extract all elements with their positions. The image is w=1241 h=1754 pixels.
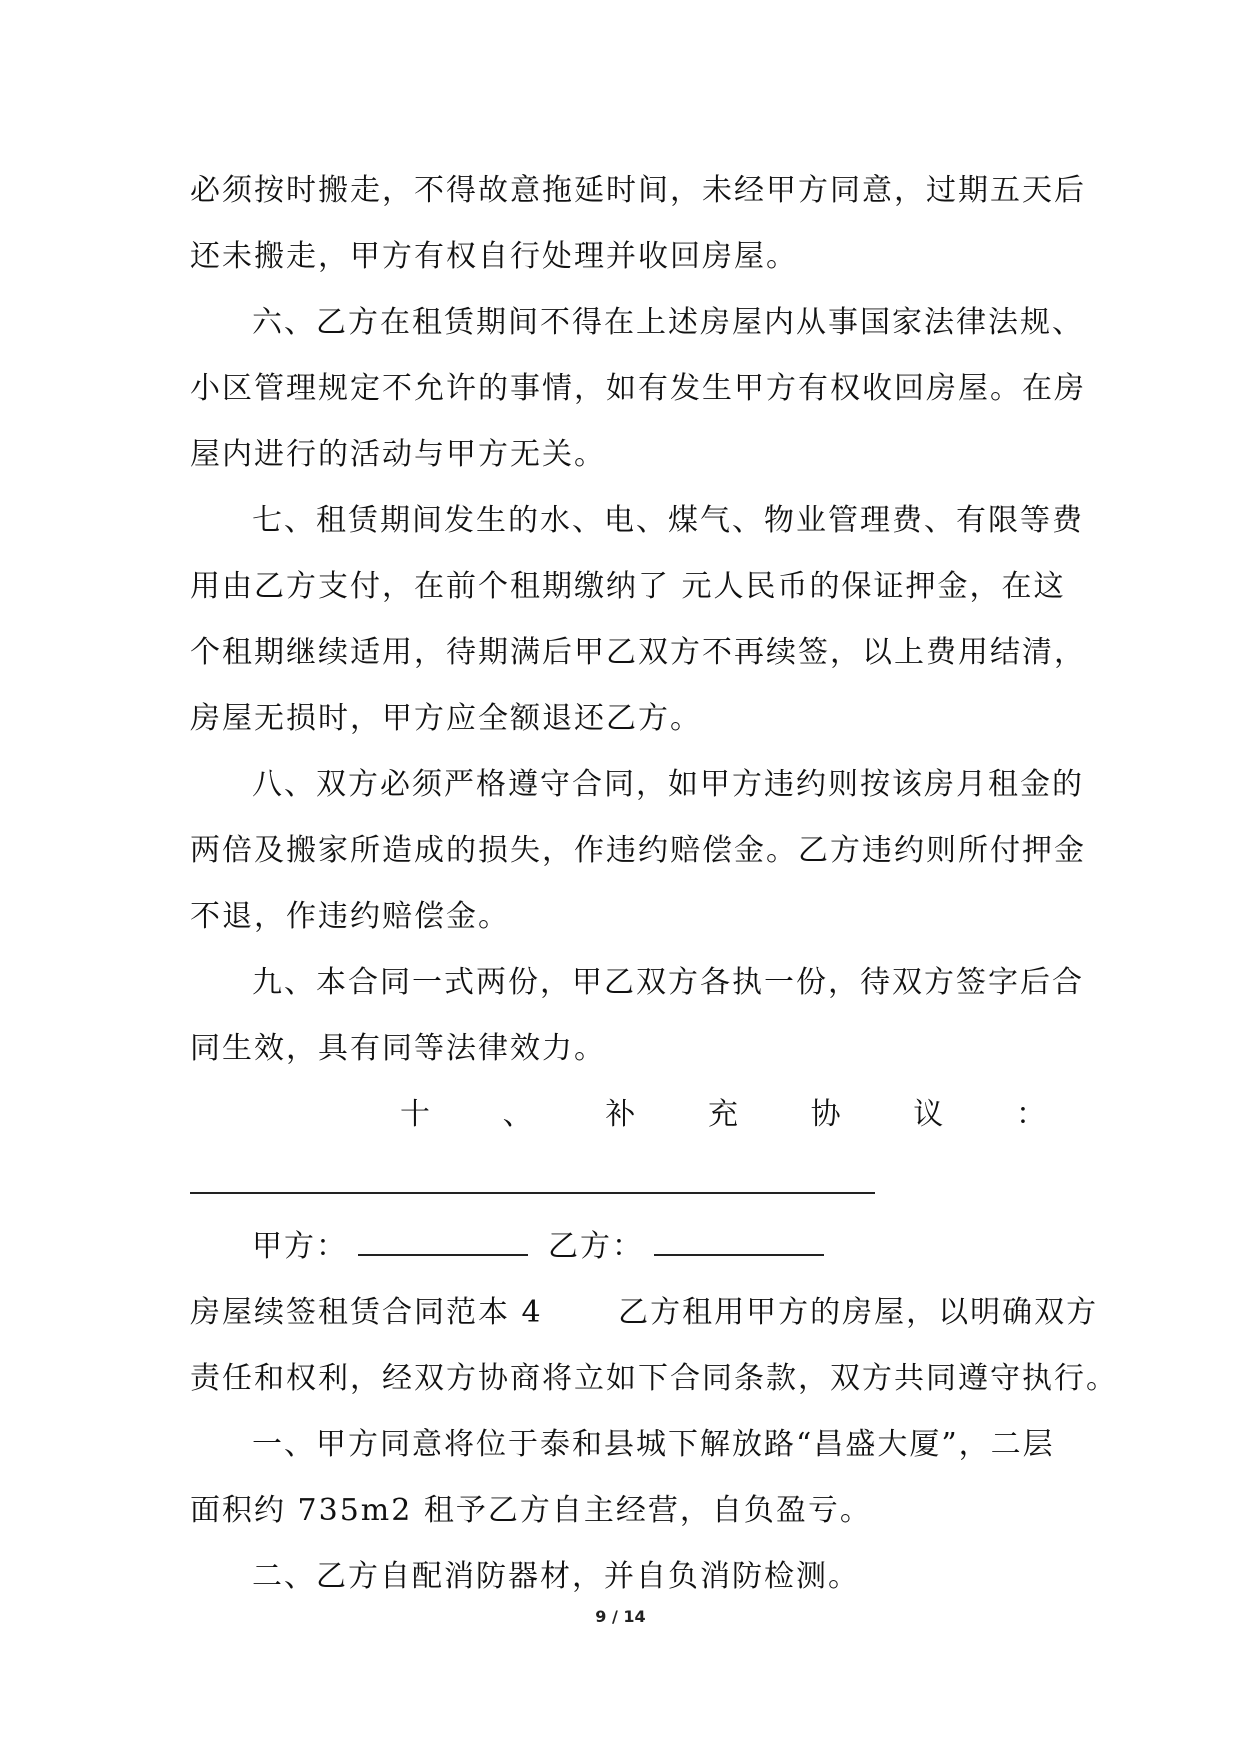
clause-seven-line: 七、租赁期间发生的水、电、煤气、物业管理费、有限等费 [252,503,1084,538]
clause-two-line: 二、乙方自配消防器材，并自负消防检测。 [252,1559,860,1594]
paragraph-line: 面积约 735m2 租予乙方自主经营，自负盈亏。 [190,1493,872,1528]
document-body [190,158,1118,1610]
heading-char: ： [1015,1097,1048,1132]
party-b-label: 乙方： [548,1229,644,1264]
paragraph-line: 同生效，具有同等法律效力。 [190,1031,606,1066]
clause-one-line: 一、甲方同意将位于泰和县城下解放路“昌盛大厦”，二层 [252,1427,1055,1462]
signature-row [190,1214,1060,1280]
paragraph-line: 两倍及搬家所造成的损失，作违约赔偿金。乙方违约则所付押金 [190,833,1086,868]
paragraph-line: 屋内进行的活动与甲方无关。 [190,437,606,472]
supplement-heading [190,1082,1060,1148]
paragraph-line: 不退，作违约赔偿金。 [190,899,510,934]
heading-char: 充 [707,1097,740,1132]
paragraph-line: 还未搬走，甲方有权自行处理并收回房屋。 [190,239,798,274]
underline-rule [190,1192,875,1194]
paragraph-line: 小区管理规定不允许的事情，如有发生甲方有权收回房屋。在房 [190,371,1086,406]
heading-char: 协 [810,1097,843,1132]
paragraph-line: 责任和权利，经双方协商将立如下合同条款，双方共同遵守执行。 [190,1361,1118,1396]
paragraph-line: 房屋无损时，甲方应全额退还乙方。 [190,701,702,736]
heading-char: 、 [502,1097,535,1132]
party-a-signature-blank [358,1228,528,1256]
party-a-label: 甲方： [252,1229,348,1264]
supplement-blank-line [190,1148,1060,1214]
clause-six-line: 六、乙方在租赁期间不得在上述房屋内从事国家法律法规、 [252,305,1084,340]
template-title-line: 房屋续签租赁合同范本 4 乙方租用甲方的房屋，以明确双方 [190,1295,1099,1330]
paragraph-line: 个租期继续适用，待期满后甲乙双方不再续签，以上费用结清， [190,635,1086,670]
paragraph-line: 必须按时搬走，不得故意拖延时间，未经甲方同意，过期五天后 [190,173,1086,208]
heading-char: 补 [605,1097,638,1132]
page-number: 9 / 14 [595,1607,646,1626]
paragraph-line: 用由乙方支付，在前个租期缴纳了 元人民币的保证押金，在这 [190,569,1066,604]
party-b-signature-blank [654,1228,824,1256]
clause-nine-line: 九、本合同一式两份，甲乙双方各执一份，待双方签字后合 [252,965,1084,1000]
heading-char: 十 [400,1097,432,1132]
heading-char: 议 [913,1097,946,1132]
clause-eight-line: 八、双方必须严格遵守合同，如甲方违约则按该房月租金的 [252,767,1084,802]
